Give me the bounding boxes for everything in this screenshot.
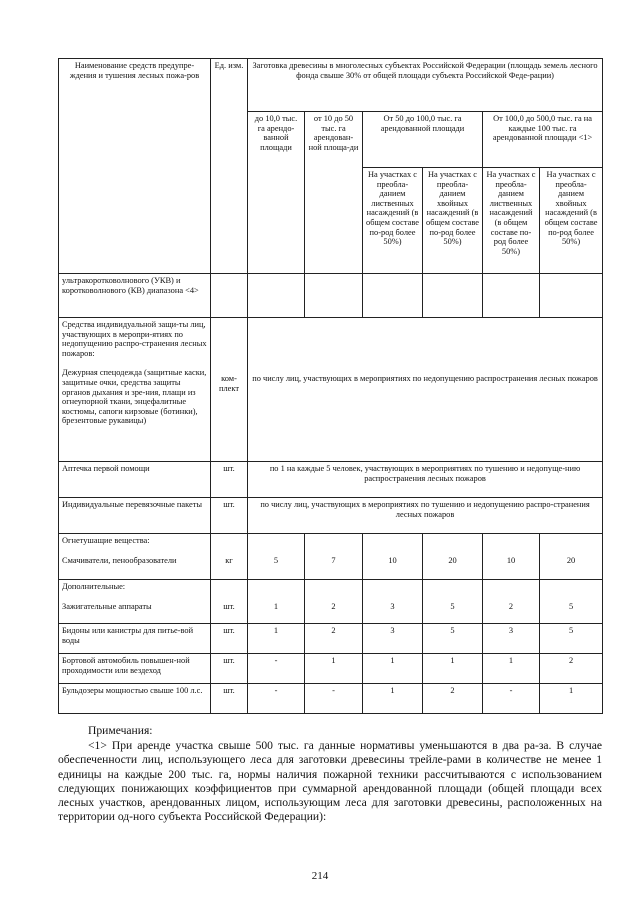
cell-value: 10 (483, 534, 540, 580)
agents-title: Огнетушащие вещества: (62, 536, 150, 545)
header-deciduous-2: На участках с преобла-данием лиственных насаждений (в общем составе по-род более 50%) (483, 168, 540, 274)
cell-value: 5 (423, 624, 483, 654)
header-sub3: От 50 до 100,0 тыс. га арендованной площади (363, 112, 483, 168)
header-group: Заготовка древесины в многолесных субъектах Российской Федерации (площадь земель лесного фонда свыше 30% от общей площади субъекта Российской Феде-рации) (248, 59, 603, 112)
cell-value: 2 (305, 624, 363, 654)
cell-value: 2 (483, 580, 540, 624)
page-number: 214 (311, 870, 329, 882)
cell-value: 5 (540, 580, 603, 624)
row-wet-unit: кг (211, 534, 248, 580)
table-row (59, 534, 603, 580)
cell-value: 1 (305, 654, 363, 684)
cell-value: - (483, 684, 540, 714)
notes (58, 724, 602, 824)
cell-value: 1 (540, 684, 603, 714)
row-ppe-name (59, 318, 211, 462)
cell-value: 10 (363, 534, 423, 580)
cell-value: 7 (305, 534, 363, 580)
header-deciduous-1: На участках с преобла-данием лиственных насаждений (в общем составе по-род более 50%) (363, 168, 423, 274)
header-conifer-2: На участках с преобла-данием хвойных насаждений (в общем составе по-род более 50%) (540, 168, 603, 274)
ppe-name: Дежурная спецодежда (защитные каски, защитные очки, средства защиты органов дыхания и зре-ния, плащи из огнеупорной ткани, энцефалитные костюмы, сапоги кирзовые (ботинки), брезентовые рукавицы) (62, 368, 207, 426)
row-doz-name: Бульдозеры мощностью свыше 100 л.с. (59, 684, 211, 714)
row-pack-value: по числу лиц, участвующих в мероприятиях по тушению и недопущению распро-странения лесных пожаров (248, 498, 603, 534)
cell-value: 1 (423, 654, 483, 684)
row-car-name: Бортовой автомобиль повышен-ной проходимости или вездеход (59, 654, 211, 684)
header-sub1: до 10,0 тыс. га арендо-ванной площади (248, 112, 305, 274)
cell-value: 1 (248, 624, 305, 654)
cell-value: 5 (248, 534, 305, 580)
cell-value: 20 (423, 534, 483, 580)
table-row (59, 498, 603, 534)
row-can-unit: шт. (211, 624, 248, 654)
header-conifer-1: На участках с преобла-данием хвойных насаждений (в общем составе по-род более 50%) (423, 168, 483, 274)
header-sub2: от 10 до 50 тыс. га арендован-ной площа-ди (305, 112, 363, 274)
cell-value: 2 (540, 654, 603, 684)
cell-value: 20 (540, 534, 603, 580)
header-unit: Ед. изм. (211, 59, 248, 274)
table-row (59, 684, 603, 714)
row-ppe-value: по числу лиц, участвующих в мероприятиях по недопущению распространения лесных пожаров (248, 318, 603, 462)
cell-value: 1 (248, 580, 305, 624)
cell-value: 2 (305, 580, 363, 624)
row-aid-name: Аптечка первой помощи (59, 462, 211, 498)
wet-name: Смачиватели, пенообразователи (62, 555, 177, 565)
row-wet-name (59, 534, 211, 580)
cell-value: 3 (483, 624, 540, 654)
row-aid-unit: шт. (211, 462, 248, 498)
cell-value: 5 (423, 580, 483, 624)
notes-text: <1> При аренде участка свыше 500 тыс. га данные нормативы уменьшаются в два ра-за. В случае обеспеченности лиц, использующего леса для заготовки древесины трейле-рами в количестве не менее 1 единицы на каждые 200 тыс. га, нормы наличия пожарной техники рассчитываются с использованием следующих понижающих коэффициентов при суммарной арендованной площади (общей площади всех лесных участков, арендованных лицом, использующим леса для заготовки древесины, расположенных на территории од-ного субъекта Российской Федерации): (58, 739, 602, 824)
cell-value: 1 (363, 654, 423, 684)
norms-table (58, 58, 603, 714)
row-aid-value: по 1 на каждые 5 человек, участвующих в мероприятиях по тушению и недопуще-нию распространения лесных пожаров (248, 462, 603, 498)
row-pack-name: Индивидуальные перевязочные пакеты (59, 498, 211, 534)
row-can-name: Бидоны или канистры для питье-вой воды (59, 624, 211, 654)
ppe-title: Средства индивидуальной защи-ты лиц, участвующих в меропри-ятиях по недопущению распро-странения лесных пожаров: (62, 320, 207, 358)
cell-value: 3 (363, 624, 423, 654)
row-ukv-name: ультракоротковолнового (УКВ) и коротковолнового (КВ) диапазона <4> (59, 274, 211, 318)
table-row (59, 580, 603, 624)
cell-value: 1 (363, 684, 423, 714)
table-row (59, 274, 603, 318)
table-row (59, 462, 603, 498)
row-ign-name (59, 580, 211, 624)
cell-value: 5 (540, 624, 603, 654)
cell-value: - (248, 684, 305, 714)
table-row (59, 624, 603, 654)
row-ppe-unit: ком-плект (211, 318, 248, 462)
ign-name: Зажигательные аппараты (62, 601, 152, 611)
table-row (59, 318, 603, 462)
extra-title: Дополнительные: (62, 582, 126, 591)
notes-title: Примечания: (88, 724, 153, 737)
row-pack-unit: шт. (211, 498, 248, 534)
cell-value: 3 (363, 580, 423, 624)
row-doz-unit: шт. (211, 684, 248, 714)
cell-value: - (248, 654, 305, 684)
cell-value: - (305, 684, 363, 714)
header-name: Наименование средств предупре-ждения и тушения лесных пожа-ров (59, 59, 211, 274)
table-row (59, 654, 603, 684)
header-sub4: От 100,0 до 500,0 тыс. га на каждые 100 тыс. га арендованной площади <1> (483, 112, 603, 168)
cell-value: 1 (483, 654, 540, 684)
cell-value: 2 (423, 684, 483, 714)
row-ign-unit: шт. (211, 580, 248, 624)
row-car-unit: шт. (211, 654, 248, 684)
